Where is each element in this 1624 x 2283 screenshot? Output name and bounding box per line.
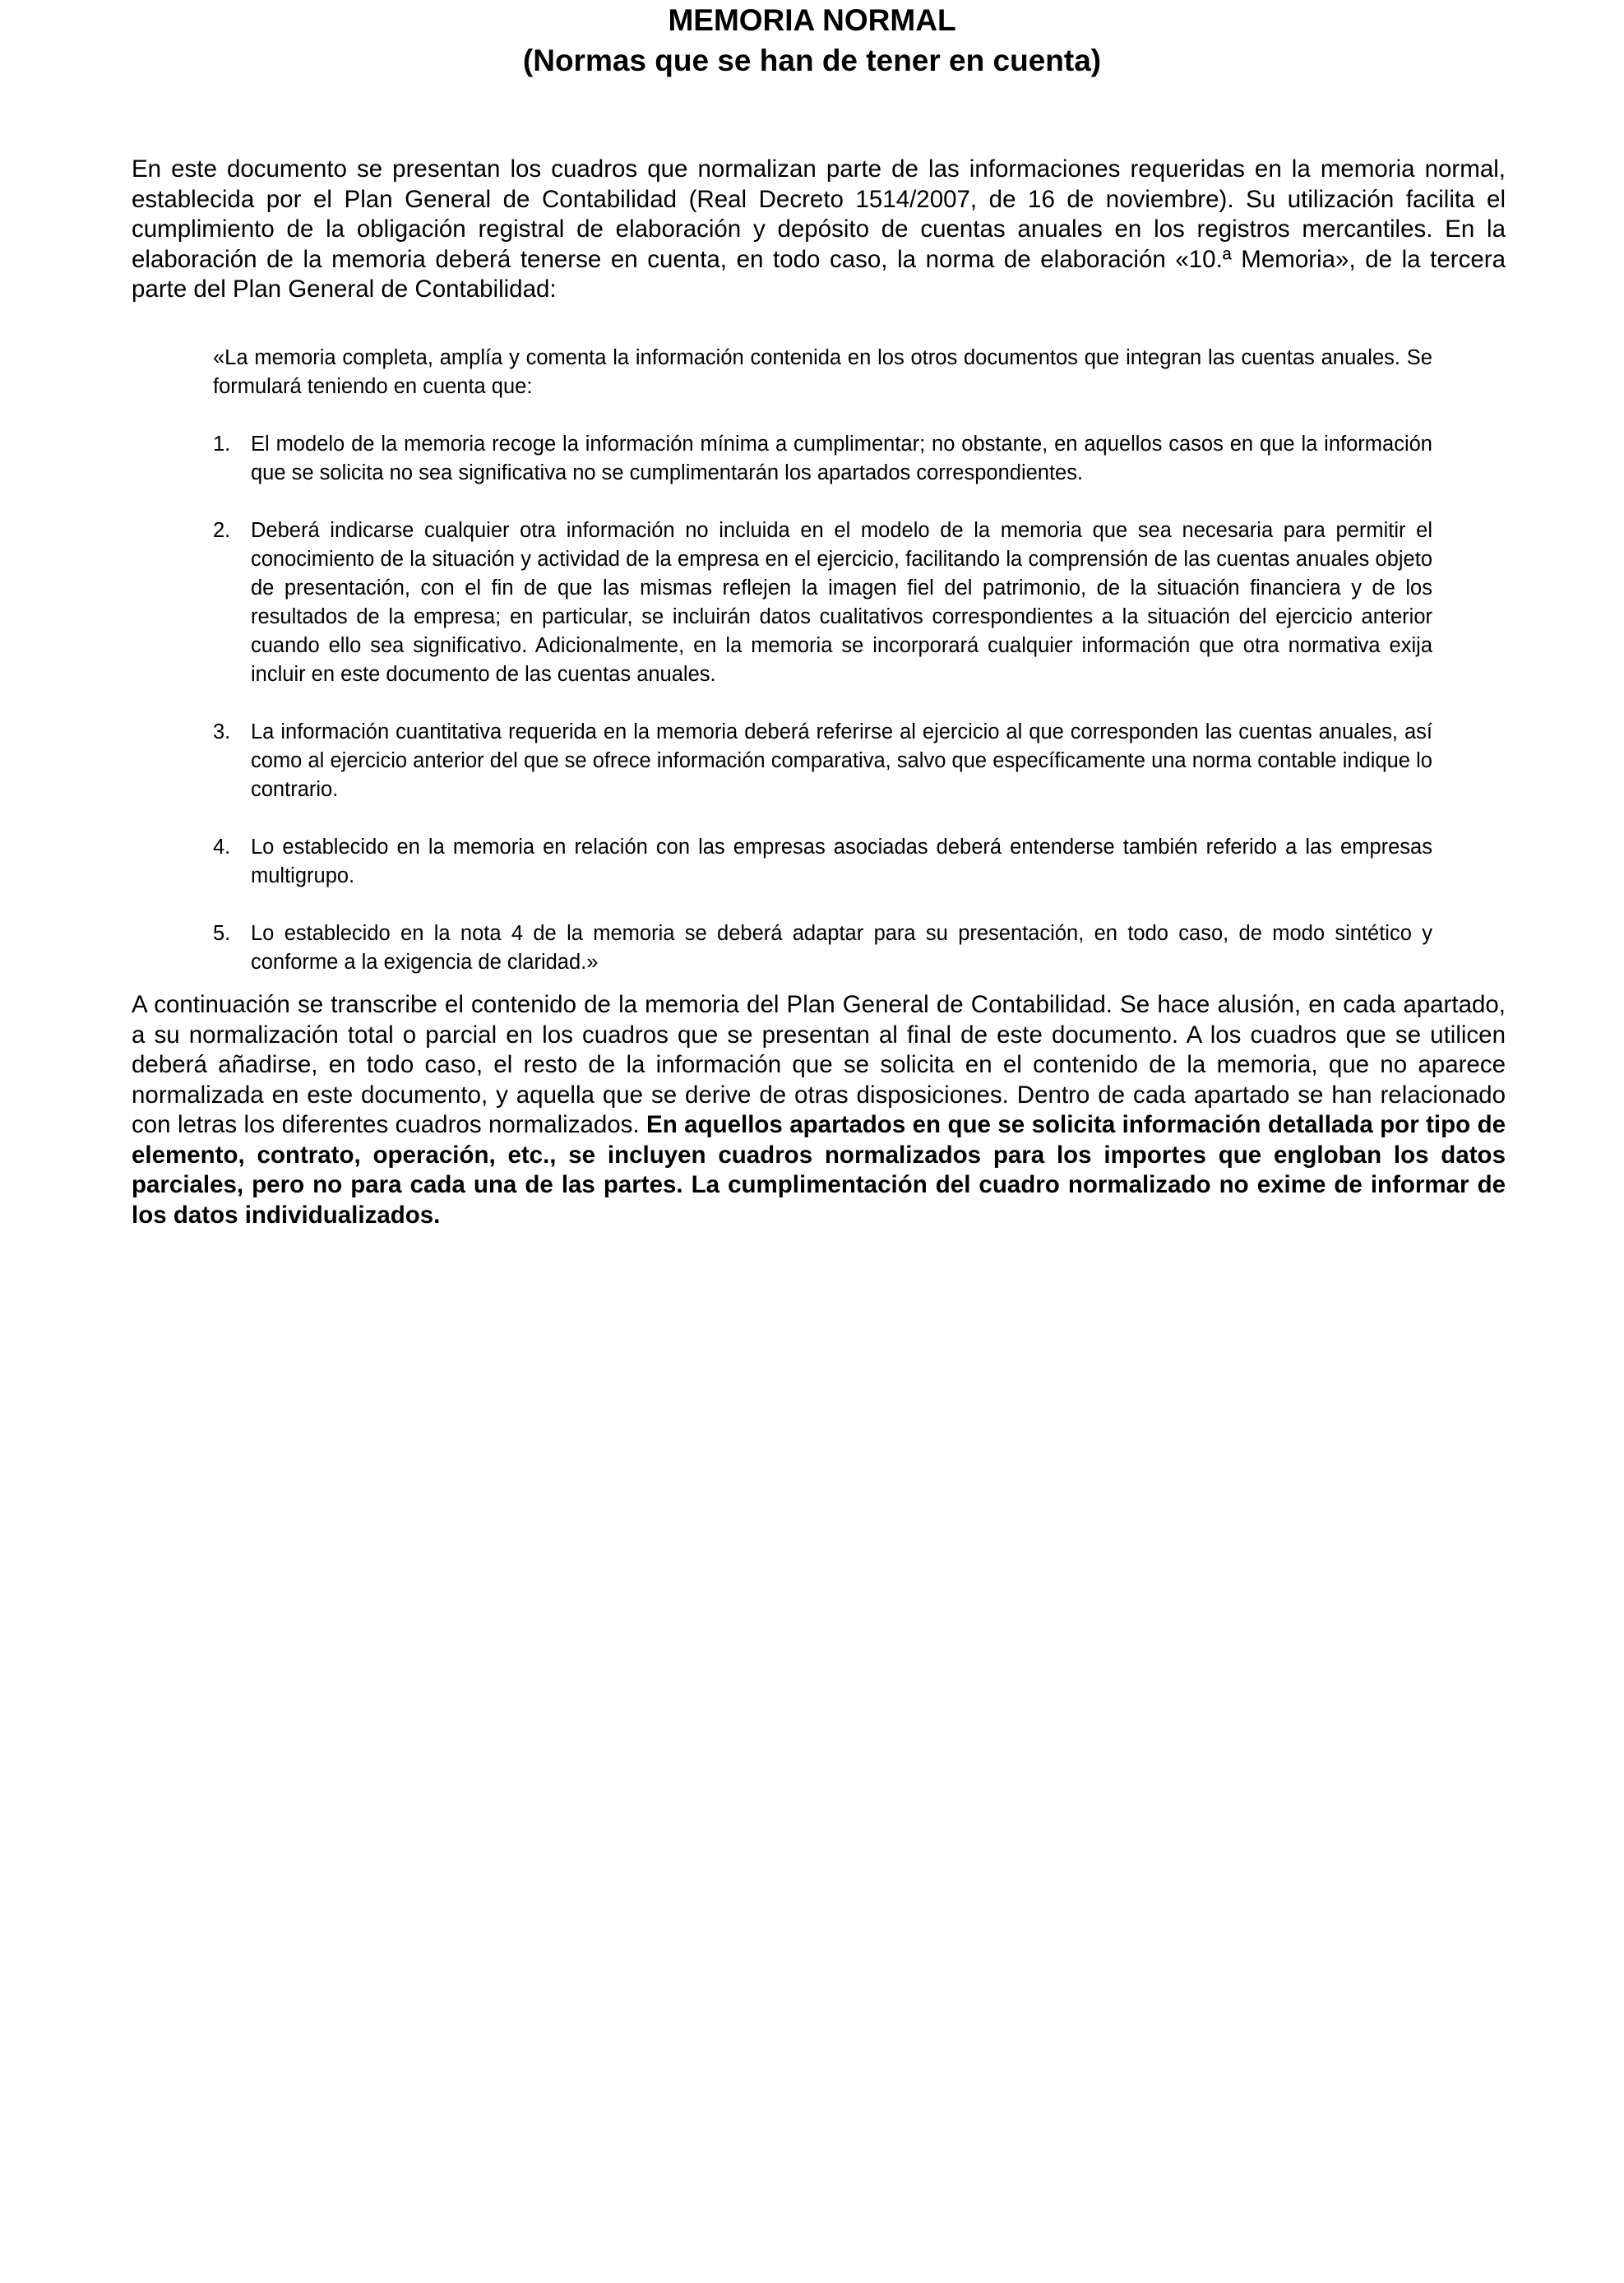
list-item-text: Lo establecido en la memoria en relación con las empresas asociadas deberá entenderse también referido a las empresas multigrupo. — [251, 836, 1432, 887]
list-item — [213, 430, 1432, 488]
closing-paragraph — [132, 990, 1506, 1230]
norm-list — [213, 430, 1432, 977]
list-item — [213, 516, 1432, 689]
list-item-text: Deberá indicarse cualquier otra información no incluida en el modelo de la memoria que sea necesaria para permitir el conocimiento de la situación y actividad de la empresa en el ejercicio, facilitando la comprensión de las cuentas anuales objeto de presentación, con el fin de que las mismas reflejen la imagen fiel del patrimonio, de la situación financiera y de los resultados de la empresa; en particular, se incluirán datos cualitativos correspondientes a la situación del ejercicio anterior cuando ello sea significativo. Adicionalmente, en la memoria se incorporará cualquier información que otra normativa exija incluir en este documento de las cuentas anuales. — [251, 519, 1432, 686]
list-item-number: 1. — [213, 433, 231, 456]
list-item — [213, 919, 1432, 977]
intro-paragraph: En este documento se presentan los cuadros que normalizan parte de las informaciones requeridas en la memoria normal, establecida por el Plan General de Contabilidad (Real Decreto 1514/2007, de 16 de noviembre). Su utilización facilita el cumplimiento de la obligación registral de elaboración y depósito de cuentas anuales en los registros mercantiles. En la elaboración de la memoria deberá tenerse en cuenta, en todo caso, la norma de elaboración «10.ª Memoria», de la tercera parte del Plan General de Contabilidad: — [132, 155, 1506, 303]
quote-intro: «La memoria completa, amplía y comenta la información contenida en los otros documentos que integran las cuentas anuales. Se formulará teniendo en cuenta que: — [213, 346, 1432, 398]
closing-bold-text: En aquellos apartados en que se solicita información detallada por tipo de elemento, contrato, operación, etc., se incluyen cuadros normalizados para los importes que engloban los datos parciales, pero no para cada una de las partes. La cumplimentación del cuadro normalizado no exime de informar de los datos individualizados. — [132, 1111, 1506, 1229]
list-item — [213, 833, 1432, 891]
list-item-text: El modelo de la memoria recoge la información mínima a cumplimentar; no obstante, en aquellos casos en que la información que se solicita no sea significativa no se cumplimentarán los apartados correspondientes. — [251, 433, 1432, 484]
list-item-number: 2. — [213, 519, 231, 542]
title-line-2: (Normas que se han de tener en cuenta) — [522, 44, 1102, 77]
closing-text: A continuación se transcribe el contenido de la memoria del Plan General de Contabilidad. Se hace alusión, en cada apartado, a su normalización total o parcial en los cuadros que se presentan al final de este documento. A los cuadros que se utilicen deberá añadirse, en todo caso, el resto de la información que se solicita en el contenido de la memoria, que no aparece normalizada en este documento, y aquella que se derive de otras disposiciones. Dentro de cada apartado se han relacionado con letras los diferentes cuadros normalizados. — [132, 991, 1506, 1138]
list-item-text: Lo establecido en la nota 4 de la memoria se deberá adaptar para su presentación, en todo caso, de modo sintético y conforme a la exigencia de claridad.» — [251, 922, 1432, 974]
list-item-text: La información cuantitativa requerida en la memoria deberá referirse al ejercicio al que corresponden las cuentas anuales, así como al ejercicio anterior del que se ofrece información comparativa, salvo que específicamente una norma contable indique lo contrario. — [251, 720, 1432, 801]
title-line-1: MEMORIA NORMAL — [668, 3, 956, 37]
list-item — [213, 718, 1432, 804]
list-item-number: 3. — [213, 720, 231, 743]
list-item-number: 4. — [213, 836, 231, 859]
document-title — [0, 0, 1624, 81]
list-item-number: 5. — [213, 922, 231, 945]
quoted-norm — [213, 344, 1432, 1006]
